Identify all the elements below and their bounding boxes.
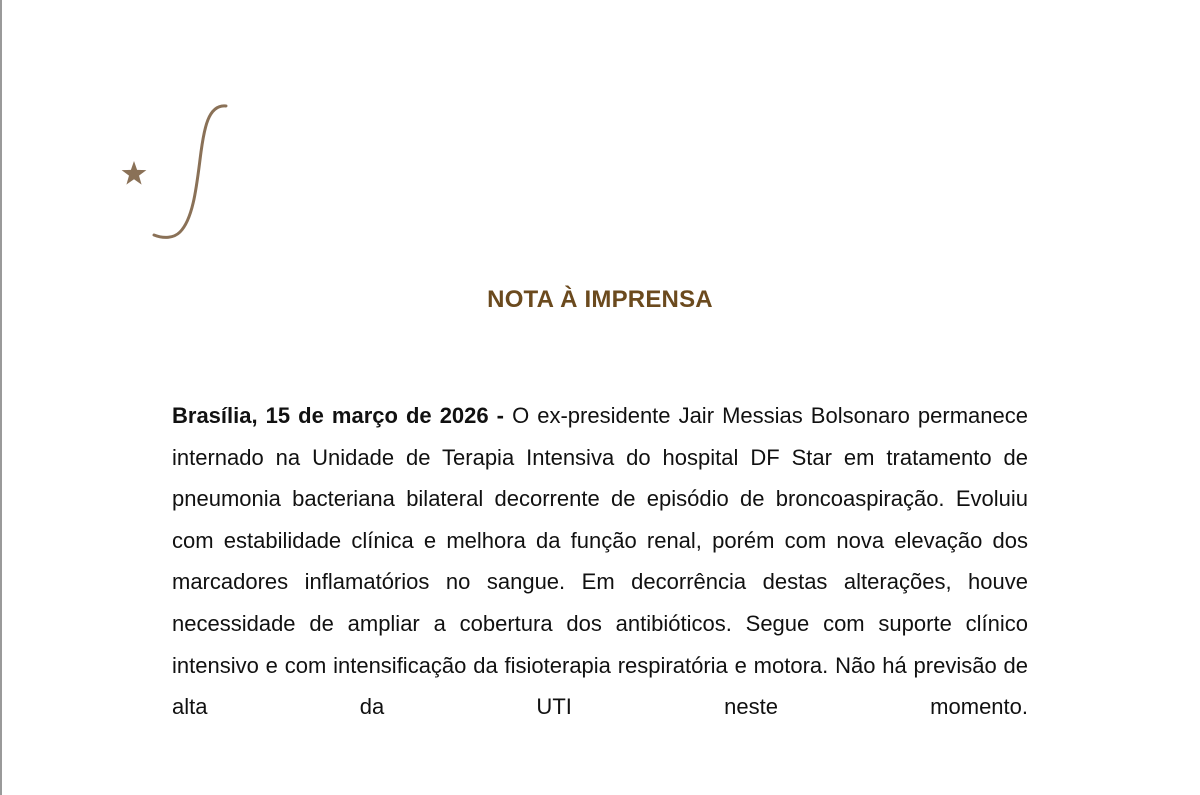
page-left-edge [0,0,2,795]
star-icon [122,161,147,185]
press-note-body [172,395,1028,728]
document-title: NOTA À IMPRENSA [487,286,713,313]
integral-curve-icon [154,106,226,238]
body-text: O ex-presidente Jair Messias Bolsonaro permanece internado na Unidade de Terapia Intensiva do hospital DF Star em tratamento de pneumonia bacteriana bilateral decorrente de episódio de broncoaspiração. Evoluiu com estabilidade clínica e melhora da função renal, porém com nova elevação dos marcadores inflamatórios no sangue. Em decorrência destas alterações, houve necessidade de ampliar a cobertura dos antibióticos. Segue com suporte clínico intensivo e com intensificação da fisioterapia respiratória e motora. Não há previsão de alta da UTI neste momento. [172,403,1028,720]
star-and-integral-logo-icon [112,100,242,245]
dateline: Brasília, 15 de março de 2026 - [172,403,505,428]
